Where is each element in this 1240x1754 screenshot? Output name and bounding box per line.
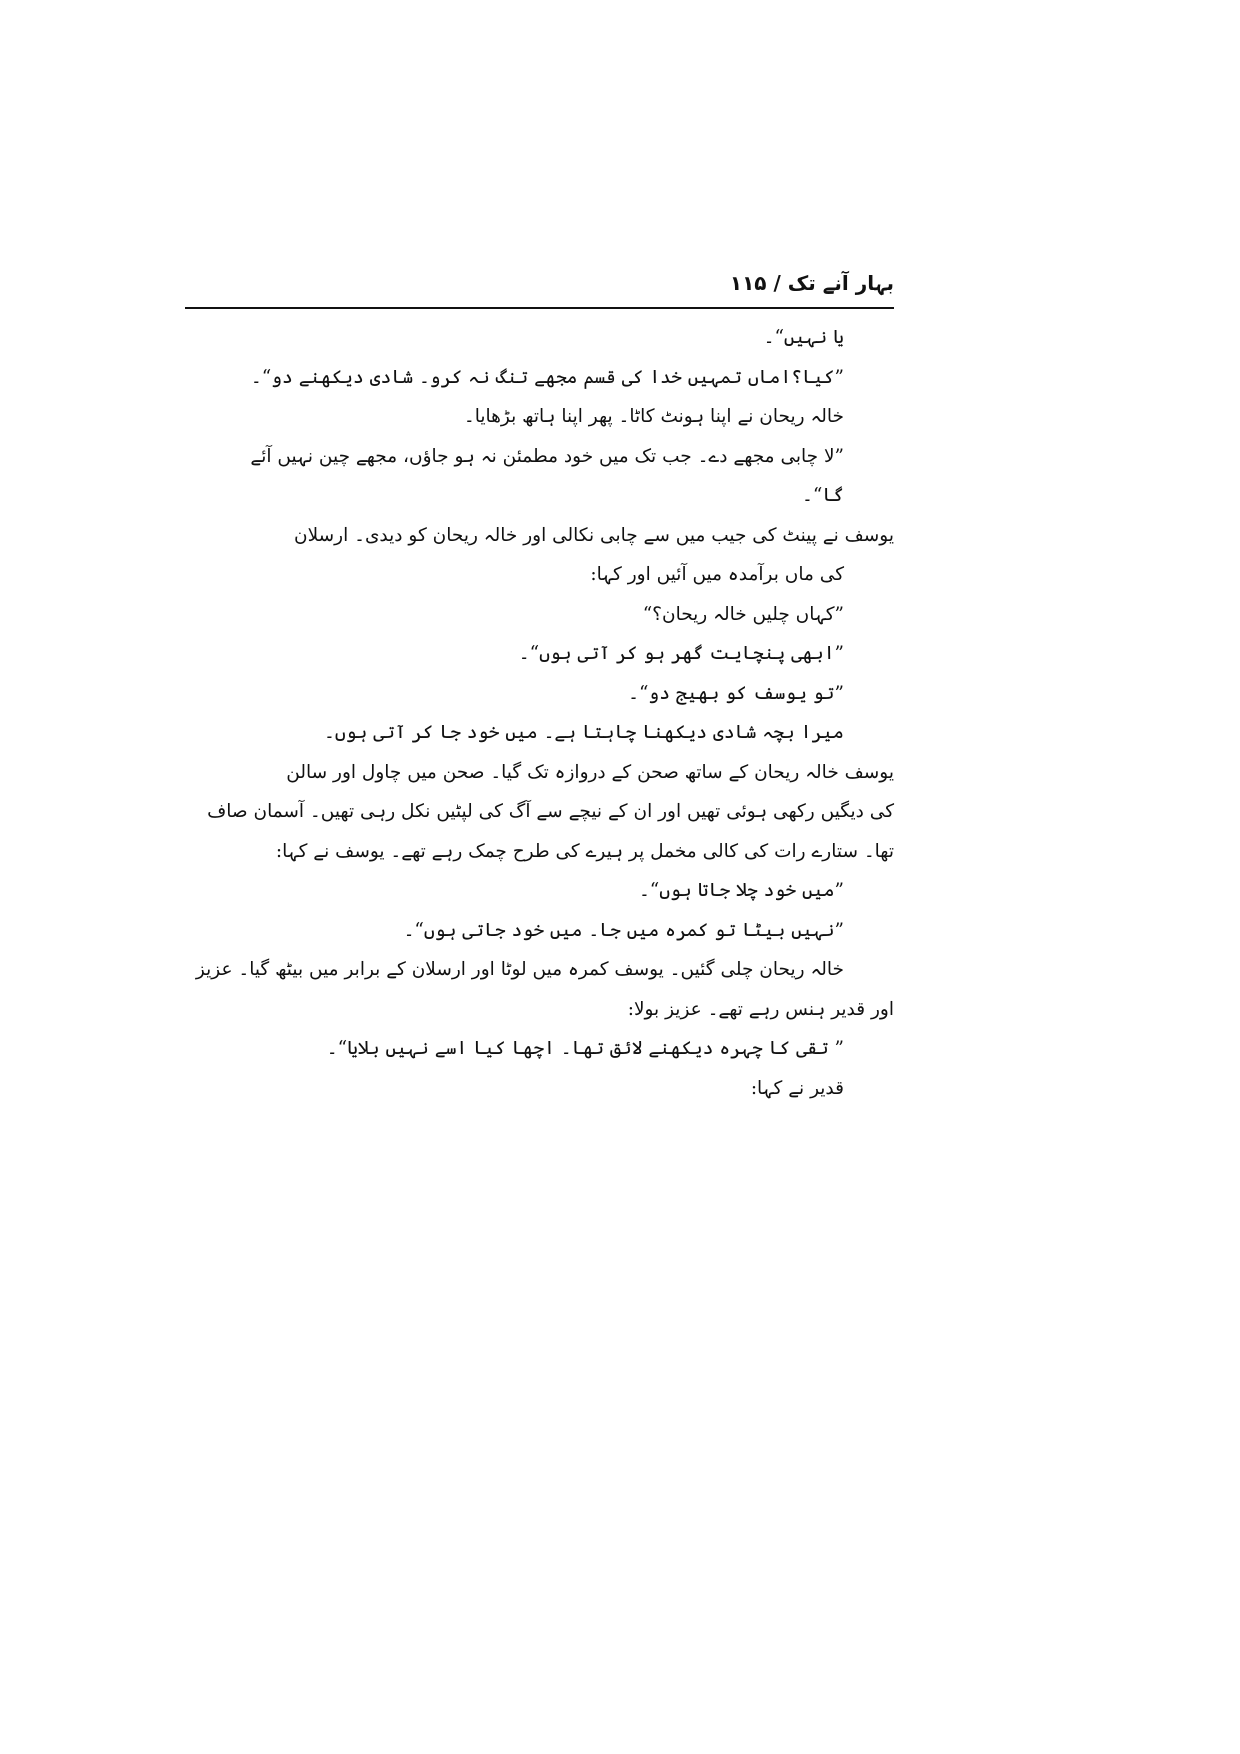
- body-text: [185, 318, 894, 1108]
- text-line: کی دیگیں رکھی ہوئی تھیں اور ان کے نیچے سے آگ کی لپٹیں نکل رہی تھیں۔ آسمان صاف: [207, 801, 894, 822]
- text-line: ”میں خود چلا جاتا ہوں“۔: [638, 880, 844, 901]
- text-line: میرا بچہ شادی دیکھنا چاہتا ہے۔ میں خود جا کر آتی ہوں۔: [324, 722, 844, 743]
- text-line: ”کیا؟اماں تمہیں خدا کی قسم مجھے تنگ نہ کرو۔ شادی دیکھنے دو“۔: [250, 366, 844, 388]
- text-line: خالہ ریحان چلی گئیں۔ یوسف کمرہ میں لوٹا اور ارسلان کے برابر میں بیٹھ گیا۔ عزیز: [195, 959, 844, 980]
- text-line: ”نہیں بیٹا تو کمرہ میں جا۔ میں خود جاتی ہوں“۔: [403, 919, 844, 941]
- text-line: خالہ ریحان نے اپنا ہونٹ کاٹا۔ پھر اپنا ہاتھ بڑھایا۔: [463, 406, 844, 427]
- text-line: ”تو یوسف کو بھیج دو“۔: [628, 682, 844, 704]
- text-line: اور قدیر ہنس رہے تھے۔ عزیز بولا:: [627, 998, 894, 1020]
- text-line: یا نہیں“۔: [763, 327, 844, 348]
- text-line: کی ماں برآمدہ میں آئیں اور کہا:: [590, 564, 844, 585]
- header-rule: [185, 307, 894, 309]
- text-line: قدیر نے کہا:: [750, 1077, 844, 1099]
- text-line: تھا۔ ستارے رات کی کالی مخمل پر ہیرے کی طرح چمک رہے تھے۔ یوسف نے کہا:: [275, 840, 894, 862]
- running-title: بہار آنے تک / ۱۱۵: [729, 271, 894, 295]
- text-line: ” تقی کا چہرہ دیکھنے لائق تھا۔ اچھا کیا اسے نہیں بلایا“۔: [326, 1038, 844, 1059]
- text-line: ”ابھی پنچایت گھر ہو کر آتی ہوں“۔: [518, 643, 844, 664]
- text-line: گا“۔: [802, 485, 844, 506]
- text-line: یوسف نے پینٹ کی جیب میں سے چابی نکالی اور خالہ ریحان کو دیدی۔ ارسلان: [294, 524, 894, 546]
- page-header: [185, 268, 894, 304]
- text-line: ”لا چابی مجھے دے۔ جب تک میں خود مطمئن نہ ہو جاؤں، مجھے چین نہیں آئے: [250, 445, 844, 467]
- text-line: ”کہاں چلیں خالہ ریحان؟“: [642, 603, 844, 625]
- text-line: یوسف خالہ ریحان کے ساتھ صحن کے دروازہ تک گیا۔ صحن میں چاول اور سالن: [286, 761, 894, 783]
